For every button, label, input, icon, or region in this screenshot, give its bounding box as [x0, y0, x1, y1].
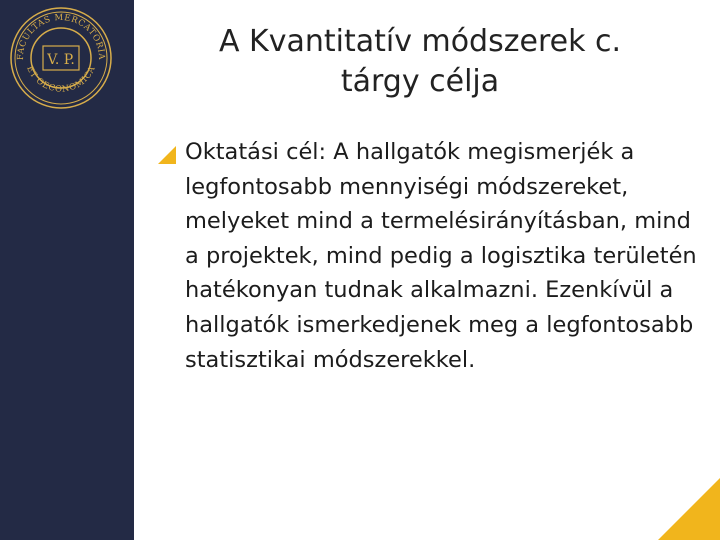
bullet-body-text: A hallgatók megismerjék a legfontosabb mennyiségi módszereket, melyeket mind a termelésirányításban, mind a projektek, mind pedig a logisztika területén hatékonyan tudnak alkalmazni. Ezenkívül a hallgatók ismerkedjenek meg a legfontosabb statisztikai módszerekkel.	[185, 139, 697, 373]
corner-accent-decoration	[658, 478, 720, 540]
seal-ring-text-top: FACULTAS MERCATORIA	[15, 12, 107, 61]
slide-title: A Kvantitatív módszerek c. tárgy célja	[218, 24, 622, 99]
seal-ring-text-bottom: ET OECONOMICA	[24, 64, 98, 95]
seal-monogram: V. P.	[47, 52, 75, 68]
bullet-item	[185, 135, 705, 377]
svg-text:ET OECONOMICA	[24, 64, 98, 94]
bullet-lead-label: Oktatási cél:	[185, 139, 327, 165]
faculty-seal-logo	[9, 6, 113, 110]
sidebar-panel	[0, 0, 134, 540]
bullet-triangle-icon	[158, 146, 176, 164]
